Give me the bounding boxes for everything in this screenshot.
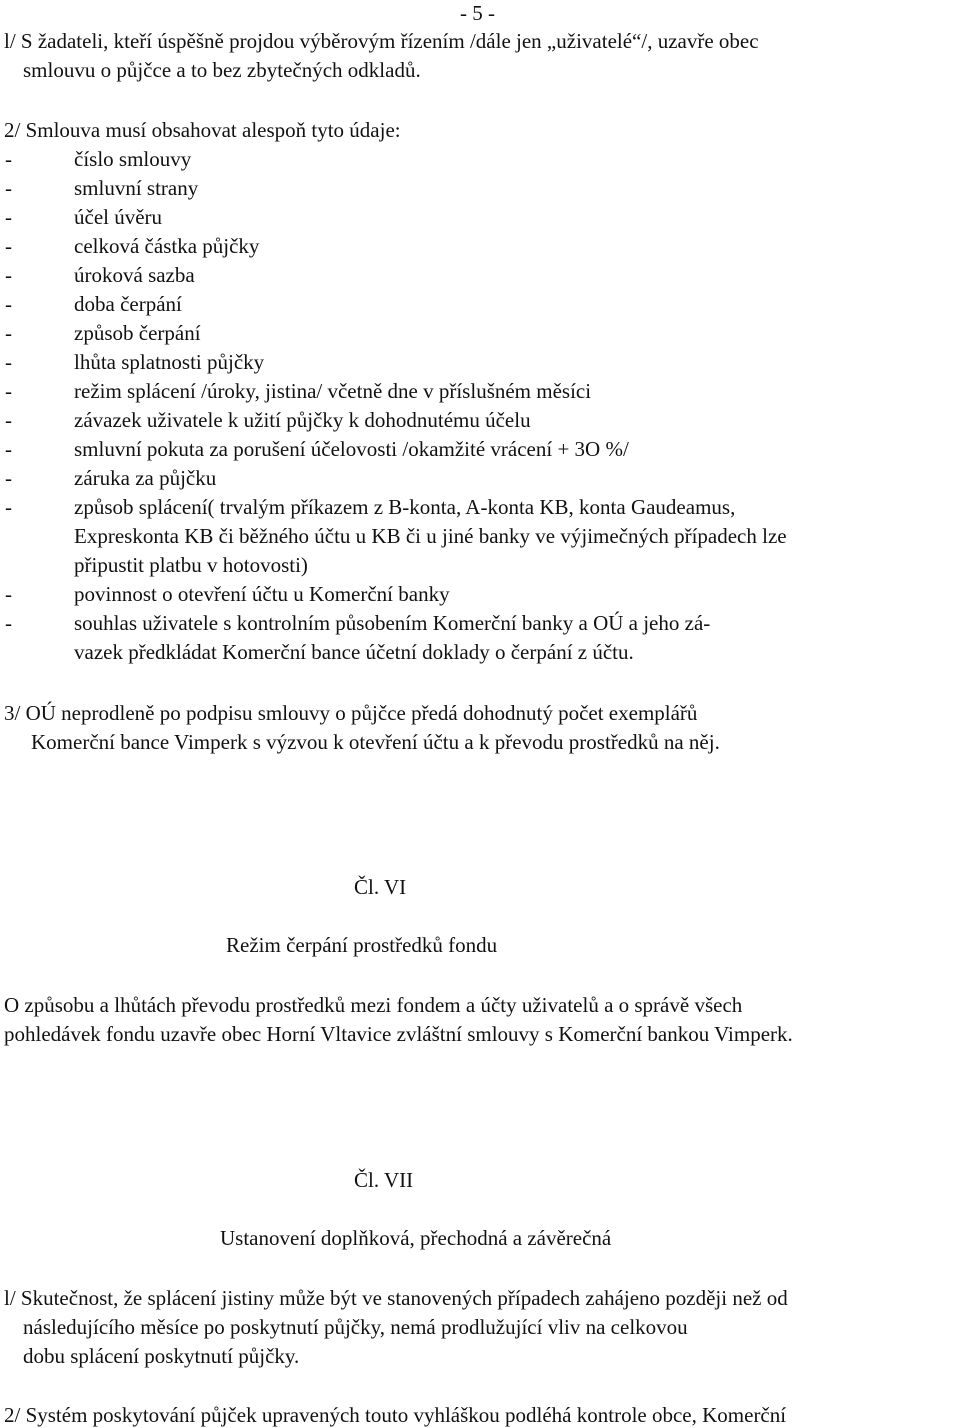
- list-item-continuation: vazek předkládat Komerční bance účetní doklady o čerpání z účtu.: [74, 640, 634, 664]
- paragraph-line: 3/ OÚ neprodleně po podpisu smlouvy o půjčce předá dohodnutý počet exemplářů: [4, 701, 698, 725]
- article-6-heading: Čl. VI: [354, 875, 407, 899]
- paragraph-line: následujícího měsíce po poskytnutí půjčky, nemá prodlužující vliv na celkovou: [23, 1315, 688, 1339]
- list-dash: -: [5, 321, 12, 345]
- list-dash: -: [5, 408, 12, 432]
- list-item: [0, 236, 960, 258]
- list-item-text: záruka za půjčku: [74, 466, 217, 490]
- paragraph-line: l/ Skutečnost, že splácení jistiny může být ve stanovených případech zahájeno později než od: [4, 1286, 788, 1310]
- list-item-text: způsob čerpání: [74, 321, 201, 345]
- list-item-text: celková částka půjčky: [74, 234, 260, 258]
- list-dash: -: [5, 205, 12, 229]
- list-item-continuation: připustit platbu v hotovosti): [74, 553, 308, 577]
- list-item-text: režim splácení /úroky, jistina/ včetně dne v příslušném měsíci: [74, 379, 592, 403]
- list-dash: -: [5, 350, 12, 374]
- paragraph-line: dobu splácení poskytnutí půjčky.: [23, 1344, 300, 1368]
- paragraph-line: O způsobu a lhůtách převodu prostředků mezi fondem a účty uživatelů a o správě všech: [4, 993, 743, 1017]
- list-dash: -: [5, 379, 12, 403]
- paragraph-line: smlouvu o půjčce a to bez zbytečných odkladů.: [23, 58, 421, 82]
- list-item: [0, 352, 960, 374]
- list-item: [0, 207, 960, 229]
- article-7-title: Ustanovení doplňková, přechodná a závěrečná: [220, 1226, 612, 1250]
- list-item: [0, 265, 960, 287]
- list-dash: -: [5, 437, 12, 461]
- list-item: [0, 584, 960, 606]
- list-item: [0, 178, 960, 200]
- list-item: [0, 294, 960, 316]
- list-dash: -: [5, 176, 12, 200]
- list-item: [0, 381, 960, 403]
- list-item: [0, 323, 960, 345]
- paragraph-line: Komerční bance Vimperk s výzvou k otevření účtu a k převodu prostředků na něj.: [31, 730, 720, 754]
- list-dash: -: [5, 611, 12, 635]
- paragraph-line: l/ S žadateli, kteří úspěšně projdou výběrovým řízením /dále jen „uživatelé“/, uzavře obec: [4, 29, 759, 53]
- list-item-text: doba čerpání: [74, 292, 182, 316]
- list-item-text: smluvní strany: [74, 176, 199, 200]
- list-dash: -: [5, 147, 12, 171]
- list-item-text: lhůta splatnosti půjčky: [74, 350, 265, 374]
- list-item-text: úroková sazba: [74, 263, 195, 287]
- section5-paragraph-2-intro: 2/ Smlouva musí obsahovat alespoň tyto údaje:: [4, 118, 401, 142]
- list-item-continuation: Expreskonta KB či běžného účtu u KB či u jiné banky ve výjimečných případech lze: [74, 524, 787, 548]
- article-7-heading: Čl. VII: [354, 1168, 414, 1192]
- list-dash: -: [5, 234, 12, 258]
- list-dash: -: [5, 495, 12, 519]
- paragraph-line: pohledávek fondu uzavře obec Horní Vltavice zvláštní smlouvy s Komerční bankou Vimperk.: [4, 1022, 793, 1046]
- page-number: - 5 -: [460, 1, 495, 25]
- list-item-text: závazek uživatele k užití půjčky k dohodnutému účelu: [74, 408, 531, 432]
- list-item: [0, 468, 960, 490]
- list-item-text: smluvní pokuta za porušení účelovosti /okamžité vrácení + 3O %/: [74, 437, 629, 461]
- list-item-text: souhlas uživatele s kontrolním působením Komerční banky a OÚ a jeho zá-: [74, 611, 711, 635]
- list-item-text: způsob splácení( trvalým příkazem z B-konta, A-konta KB, konta Gaudeamus,: [74, 495, 736, 519]
- article-6-title: Režim čerpání prostředků fondu: [226, 933, 498, 957]
- list-dash: -: [5, 292, 12, 316]
- list-item: [0, 497, 960, 519]
- list-item-text: číslo smlouvy: [74, 147, 192, 171]
- list-dash: -: [5, 466, 12, 490]
- list-item-text: povinnost o otevření účtu u Komerční banky: [74, 582, 450, 606]
- list-item: [0, 613, 960, 635]
- list-dash: -: [5, 263, 12, 287]
- list-item-text: účel úvěru: [74, 205, 163, 229]
- list-item: [0, 149, 960, 171]
- paragraph-line: 2/ Systém poskytování půjček upravených touto vyhláškou podléhá kontrole obce, Komerční: [4, 1403, 787, 1427]
- list-item: [0, 439, 960, 461]
- list-dash: -: [5, 582, 12, 606]
- list-item: [0, 410, 960, 432]
